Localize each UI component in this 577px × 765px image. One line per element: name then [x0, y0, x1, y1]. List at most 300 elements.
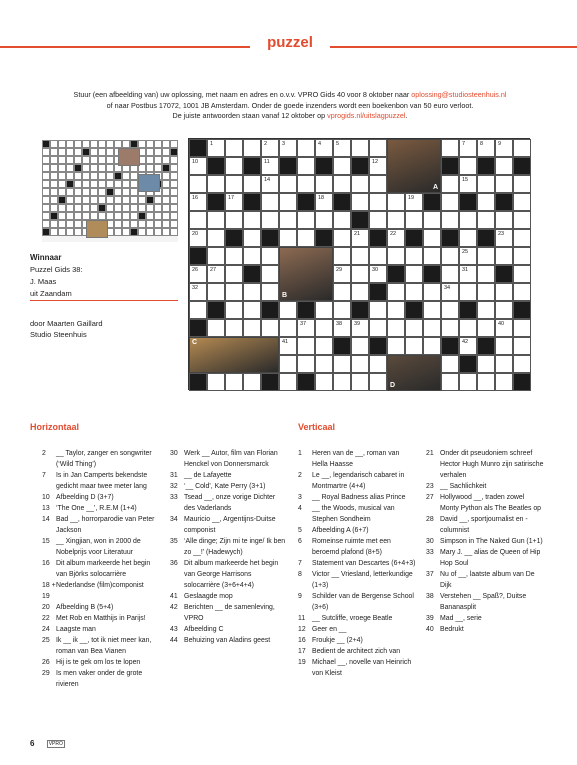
- black-cell: [423, 193, 441, 211]
- grid-cell[interactable]: [351, 373, 369, 391]
- grid-cell[interactable]: [351, 175, 369, 193]
- grid-cell[interactable]: [279, 211, 297, 229]
- winner-place: uit Zaandam: [30, 289, 72, 298]
- mini-grid-cell: [82, 156, 90, 164]
- grid-cell[interactable]: [387, 337, 405, 355]
- cell-number: 1: [210, 141, 214, 147]
- grid-cell[interactable]: [513, 211, 531, 229]
- clue-number: 1: [298, 450, 302, 457]
- clue-number: 16: [298, 637, 306, 644]
- cell-number: 30: [372, 267, 379, 273]
- grid-cell[interactable]: [225, 139, 243, 157]
- grid-cell[interactable]: [369, 265, 387, 283]
- clue-item: [426, 613, 544, 624]
- mini-grid-cell: [170, 140, 178, 148]
- grid-cell[interactable]: [387, 193, 405, 211]
- grid-cell[interactable]: [297, 157, 315, 175]
- mini-grid-cell: [122, 220, 130, 228]
- grid-cell[interactable]: [189, 265, 207, 283]
- cell-number: 16: [192, 195, 199, 201]
- photo-label: A: [432, 184, 438, 191]
- grid-cell[interactable]: [369, 373, 387, 391]
- clue-number: 29: [42, 670, 50, 677]
- cell-number: 39: [354, 321, 361, 327]
- grid-cell[interactable]: [225, 301, 243, 319]
- mini-grid-cell: [66, 148, 74, 156]
- clue-number: 13: [42, 505, 50, 512]
- grid-cell[interactable]: [243, 373, 261, 391]
- grid-cell[interactable]: [279, 229, 297, 247]
- grid-cell[interactable]: [423, 247, 441, 265]
- clue-number: 28: [426, 516, 434, 523]
- mini-grid-cell: [146, 228, 154, 236]
- grid-cell[interactable]: [459, 265, 477, 283]
- grid-cell[interactable]: [441, 247, 459, 265]
- grid-cell[interactable]: [441, 175, 459, 193]
- grid-cell[interactable]: [207, 283, 225, 301]
- grid-cell[interactable]: [495, 373, 513, 391]
- grid-cell[interactable]: [189, 283, 207, 301]
- grid-cell[interactable]: [477, 211, 495, 229]
- mini-grid-cell: [146, 196, 154, 204]
- grid-cell[interactable]: [423, 337, 441, 355]
- grid-cell[interactable]: [225, 157, 243, 175]
- mini-grid-cell: [114, 228, 122, 236]
- grid-cell[interactable]: [243, 283, 261, 301]
- grid-cell[interactable]: [207, 175, 225, 193]
- clue-text: Tsead __, onze vorige Dichter des Vaderlands: [184, 494, 276, 512]
- grid-cell[interactable]: [225, 283, 243, 301]
- grid-cell[interactable]: [459, 175, 477, 193]
- clue-text: Is men vaker onder de grote rivieren: [56, 670, 143, 688]
- grid-cell[interactable]: [225, 211, 243, 229]
- grid-cell[interactable]: [351, 193, 369, 211]
- black-cell: [477, 229, 495, 247]
- clue-text: __ de Lafayette: [184, 472, 232, 479]
- grid-cell[interactable]: [513, 139, 531, 157]
- grid-cell[interactable]: [477, 265, 495, 283]
- grid-cell[interactable]: [225, 319, 243, 337]
- grid-cell[interactable]: [513, 193, 531, 211]
- clue-number: 9: [298, 593, 302, 600]
- mini-grid-cell: [74, 196, 82, 204]
- grid-cell[interactable]: [297, 211, 315, 229]
- grid-cell[interactable]: [477, 355, 495, 373]
- clue-item: [298, 624, 416, 635]
- grid-cell[interactable]: [225, 373, 243, 391]
- grid-cell[interactable]: [513, 283, 531, 301]
- grid-cell[interactable]: [477, 373, 495, 391]
- cell-number: 37: [300, 321, 307, 327]
- grid-cell[interactable]: [315, 319, 333, 337]
- grid-cell[interactable]: [495, 319, 513, 337]
- grid-cell[interactable]: [225, 193, 243, 211]
- grid-cell[interactable]: [459, 373, 477, 391]
- grid-cell[interactable]: [243, 139, 261, 157]
- grid-cell[interactable]: [477, 283, 495, 301]
- grid-cell[interactable]: [243, 247, 261, 265]
- clue-item: [298, 525, 416, 536]
- mini-grid-cell: [66, 180, 74, 188]
- grid-cell[interactable]: [261, 211, 279, 229]
- grid-cell[interactable]: [333, 211, 351, 229]
- grid-cell[interactable]: [495, 229, 513, 247]
- clue-number: 22: [42, 615, 50, 622]
- grid-cell[interactable]: [243, 175, 261, 193]
- results-url-link[interactable]: vprogids.nl/uitslagpuzzel: [327, 111, 406, 120]
- grid-cell[interactable]: [315, 211, 333, 229]
- grid-cell[interactable]: [405, 337, 423, 355]
- grid-cell[interactable]: [261, 175, 279, 193]
- grid-cell[interactable]: [315, 337, 333, 355]
- credits: [30, 318, 103, 340]
- winner-name: J. Maas: [30, 277, 57, 286]
- grid-cell[interactable]: [495, 301, 513, 319]
- mini-photo: [86, 220, 108, 238]
- black-cell: [369, 229, 387, 247]
- grid-cell[interactable]: [405, 247, 423, 265]
- mini-grid-cell: [74, 220, 82, 228]
- grid-cell[interactable]: [441, 355, 459, 373]
- clue-number: 7: [42, 472, 46, 479]
- clue-number: 24: [42, 626, 50, 633]
- mini-grid-cell: [154, 220, 162, 228]
- grid-cell[interactable]: [369, 247, 387, 265]
- clue-text: __ Royal Badness alias Prince: [312, 494, 406, 501]
- grid-cell[interactable]: [477, 247, 495, 265]
- grid-cell[interactable]: [369, 319, 387, 337]
- grid-cell[interactable]: [333, 319, 351, 337]
- grid-cell[interactable]: [297, 337, 315, 355]
- black-cell: [225, 229, 243, 247]
- grid-cell[interactable]: [477, 175, 495, 193]
- cell-number: 34: [444, 285, 451, 291]
- grid-cell[interactable]: [315, 175, 333, 193]
- grid-cell[interactable]: [369, 193, 387, 211]
- clue-text: Mary J. __ alias de Queen of Hip Hop Soul: [440, 549, 541, 567]
- header-line-right: [330, 46, 577, 48]
- black-cell: [477, 337, 495, 355]
- grid-cell[interactable]: [495, 211, 513, 229]
- black-cell: [423, 265, 441, 283]
- mini-grid-cell: [170, 220, 178, 228]
- grid-cell[interactable]: [405, 265, 423, 283]
- black-cell: [297, 193, 315, 211]
- grid-cell[interactable]: [351, 355, 369, 373]
- grid-cell[interactable]: [513, 175, 531, 193]
- mini-grid-cell: [66, 228, 74, 236]
- divider: [30, 300, 178, 301]
- grid-cell[interactable]: [441, 283, 459, 301]
- clue-number: 23: [426, 483, 434, 490]
- grid-cell[interactable]: [423, 283, 441, 301]
- clue-text: Dit album markeerde het begin van George Harrisons solocarrière (3+6+4+4): [184, 560, 279, 589]
- grid-cell[interactable]: [459, 247, 477, 265]
- grid-cell[interactable]: [333, 175, 351, 193]
- clue-item: [170, 635, 288, 646]
- grid-cell[interactable]: [333, 229, 351, 247]
- mini-grid-cell: [138, 220, 146, 228]
- clue-number: 4: [298, 505, 302, 512]
- grid-cell[interactable]: [279, 301, 297, 319]
- grid-cell[interactable]: [351, 247, 369, 265]
- grid-cell[interactable]: [513, 265, 531, 283]
- grid-cell[interactable]: [261, 139, 279, 157]
- grid-cell[interactable]: [351, 229, 369, 247]
- grid-cell[interactable]: [441, 319, 459, 337]
- grid-cell[interactable]: [495, 337, 513, 355]
- grid-cell[interactable]: [513, 355, 531, 373]
- grid-cell[interactable]: [369, 157, 387, 175]
- grid-cell[interactable]: [459, 337, 477, 355]
- grid-cell[interactable]: [279, 139, 297, 157]
- grid-cell[interactable]: [441, 265, 459, 283]
- black-cell: [189, 373, 207, 391]
- mini-grid-cell: [50, 212, 58, 220]
- header-line-left: [0, 46, 250, 48]
- grid-cell[interactable]: [405, 193, 423, 211]
- grid-cell[interactable]: [405, 283, 423, 301]
- grid-cell[interactable]: [207, 139, 225, 157]
- mini-grid-cell: [146, 164, 154, 172]
- grid-cell[interactable]: [207, 211, 225, 229]
- grid-cell[interactable]: [315, 373, 333, 391]
- grid-cell[interactable]: [279, 175, 297, 193]
- clue-text: Is in Jan Camperts bekendste gedicht maar twee meter lang: [56, 472, 148, 490]
- clue-text: Nu of __, laatste album van De Dijk: [440, 571, 535, 589]
- grid-cell[interactable]: [441, 211, 459, 229]
- clue-item: [426, 448, 544, 481]
- grid-cell[interactable]: [369, 301, 387, 319]
- mini-grid-cell: [98, 212, 106, 220]
- grid-cell[interactable]: [261, 265, 279, 283]
- black-cell: [513, 157, 531, 175]
- grid-cell[interactable]: [189, 175, 207, 193]
- grid-cell[interactable]: [333, 283, 351, 301]
- cell-number: 5: [336, 141, 340, 147]
- mini-grid-cell: [98, 188, 106, 196]
- grid-cell[interactable]: [369, 139, 387, 157]
- grid-cell[interactable]: [315, 355, 333, 373]
- mini-grid-cell: [162, 172, 170, 180]
- cell-number: 27: [210, 267, 217, 273]
- grid-cell[interactable]: [243, 229, 261, 247]
- grid-cell[interactable]: [189, 157, 207, 175]
- grid-cell[interactable]: [459, 139, 477, 157]
- clue-number: 42: [170, 604, 178, 611]
- mini-grid-cell: [106, 156, 114, 164]
- grid-cell[interactable]: [477, 301, 495, 319]
- grid-cell[interactable]: [297, 139, 315, 157]
- black-cell: [261, 301, 279, 319]
- black-cell: [441, 157, 459, 175]
- mini-grid-cell: [130, 180, 138, 188]
- grid-cell[interactable]: [297, 355, 315, 373]
- grid-cell[interactable]: [351, 337, 369, 355]
- grid-cell[interactable]: [351, 265, 369, 283]
- grid-cell[interactable]: [207, 247, 225, 265]
- black-cell: [351, 211, 369, 229]
- grid-cell[interactable]: [261, 193, 279, 211]
- grid-cell[interactable]: [369, 175, 387, 193]
- grid-cell[interactable]: [513, 229, 531, 247]
- grid-cell[interactable]: [441, 301, 459, 319]
- grid-cell[interactable]: [513, 337, 531, 355]
- grid-cell[interactable]: [495, 355, 513, 373]
- clue-number: 44: [170, 637, 178, 644]
- grid-cell[interactable]: [351, 139, 369, 157]
- grid-cell[interactable]: [423, 319, 441, 337]
- mini-grid-cell: [58, 156, 66, 164]
- grid-cell[interactable]: [333, 157, 351, 175]
- black-cell: [207, 157, 225, 175]
- grid-cell[interactable]: [495, 157, 513, 175]
- photo-b: [279, 247, 333, 301]
- grid-cell[interactable]: [351, 283, 369, 301]
- cell-number: 9: [498, 141, 502, 147]
- grid-cell[interactable]: [225, 265, 243, 283]
- grid-cell[interactable]: [261, 157, 279, 175]
- grid-cell[interactable]: [333, 355, 351, 373]
- grid-cell[interactable]: [207, 229, 225, 247]
- mini-grid-row: [42, 196, 178, 204]
- mini-grid-cell: [146, 156, 154, 164]
- mini-grid-cell: [122, 196, 130, 204]
- photo-label: B: [282, 292, 288, 299]
- black-cell: [387, 265, 405, 283]
- grid-cell[interactable]: [459, 157, 477, 175]
- grid-cell[interactable]: [441, 373, 459, 391]
- grid-cell[interactable]: [261, 247, 279, 265]
- grid-cell[interactable]: [423, 211, 441, 229]
- grid-cell[interactable]: [369, 355, 387, 373]
- grid-cell[interactable]: [459, 211, 477, 229]
- grid-cell[interactable]: [387, 283, 405, 301]
- grid-cell[interactable]: [297, 229, 315, 247]
- mini-grid-cell: [146, 204, 154, 212]
- grid-cell[interactable]: [297, 175, 315, 193]
- grid-cell[interactable]: [333, 301, 351, 319]
- mini-grid-cell: [66, 156, 74, 164]
- grid-cell[interactable]: [225, 175, 243, 193]
- grid-cell[interactable]: [279, 319, 297, 337]
- clue-text: ‘Alle dinge; Zijn mi te inge/ Ik ben zo __!’ (Hadewych): [184, 538, 286, 556]
- clue-item: [42, 536, 160, 558]
- mini-grid-cell: [42, 164, 50, 172]
- grid-cell[interactable]: [279, 337, 297, 355]
- grid-cell[interactable]: [387, 247, 405, 265]
- mini-grid-cell: [82, 180, 90, 188]
- grid-cell[interactable]: [315, 301, 333, 319]
- clue-number: 8: [298, 571, 302, 578]
- grid-cell[interactable]: [243, 319, 261, 337]
- clue-text: __ Sachlichkeit: [440, 483, 487, 490]
- mini-grid-cell: [66, 196, 74, 204]
- grid-cell[interactable]: [513, 319, 531, 337]
- grid-cell[interactable]: [207, 265, 225, 283]
- grid-cell[interactable]: [189, 229, 207, 247]
- grid-cell[interactable]: [441, 193, 459, 211]
- mini-grid-cell: [130, 204, 138, 212]
- grid-cell[interactable]: [423, 229, 441, 247]
- clue-item: [298, 503, 416, 525]
- clue-number: 27: [426, 494, 434, 501]
- grid-cell[interactable]: [243, 211, 261, 229]
- grid-cell[interactable]: [495, 247, 513, 265]
- mini-grid-cell: [66, 204, 74, 212]
- clue-item: [426, 624, 544, 635]
- grid-cell[interactable]: [387, 319, 405, 337]
- mini-grid-cell: [162, 148, 170, 156]
- grid-cell[interactable]: [189, 193, 207, 211]
- grid-cell[interactable]: [387, 211, 405, 229]
- grid-cell[interactable]: [261, 319, 279, 337]
- grid-cell[interactable]: [387, 301, 405, 319]
- grid-cell[interactable]: [495, 175, 513, 193]
- grid-cell[interactable]: [333, 247, 351, 265]
- grid-cell[interactable]: [207, 319, 225, 337]
- mini-grid-cell: [106, 140, 114, 148]
- grid-cell[interactable]: [351, 319, 369, 337]
- grid-cell[interactable]: [279, 355, 297, 373]
- clue-text: Simpson in The Naked Gun (1+1): [440, 538, 543, 545]
- grid-cell[interactable]: [459, 283, 477, 301]
- clue-text: Onder dit pseudoniem schreef Hector Hugh Munro zijn satirische verhalen: [440, 450, 544, 479]
- clue-item: [170, 602, 288, 624]
- black-cell: [207, 301, 225, 319]
- grid-cell[interactable]: [405, 211, 423, 229]
- grid-cell[interactable]: [495, 283, 513, 301]
- clue-item: [298, 470, 416, 492]
- grid-cell[interactable]: [333, 265, 351, 283]
- grid-cell[interactable]: [279, 193, 297, 211]
- grid-cell[interactable]: [405, 319, 423, 337]
- grid-cell[interactable]: [315, 193, 333, 211]
- black-cell: [243, 157, 261, 175]
- grid-cell[interactable]: [279, 373, 297, 391]
- instructions-line1: Stuur (een afbeelding van) uw oplossing, met naam en adres en o.v.v. VPRO Gids 40 voor 8 oktober naar: [73, 90, 412, 99]
- grid-cell[interactable]: [459, 229, 477, 247]
- clue-item: [170, 591, 288, 602]
- clue-number: 5: [298, 527, 302, 534]
- grid-cell[interactable]: [243, 301, 261, 319]
- grid-cell[interactable]: [441, 139, 459, 157]
- grid-cell[interactable]: [189, 211, 207, 229]
- grid-cell[interactable]: [477, 193, 495, 211]
- grid-cell[interactable]: [189, 301, 207, 319]
- grid-cell[interactable]: [513, 247, 531, 265]
- grid-cell[interactable]: [495, 139, 513, 157]
- clue-number: 19: [298, 659, 306, 666]
- grid-cell[interactable]: [459, 319, 477, 337]
- photo-d: [387, 355, 441, 391]
- grid-cell[interactable]: [423, 301, 441, 319]
- grid-cell[interactable]: [225, 247, 243, 265]
- grid-cell[interactable]: [477, 139, 495, 157]
- grid-cell[interactable]: [297, 319, 315, 337]
- black-cell: [297, 373, 315, 391]
- grid-cell[interactable]: [477, 319, 495, 337]
- submission-email-link[interactable]: oplossing@studiosteenhuis.nl: [411, 90, 507, 99]
- grid-cell[interactable]: [261, 283, 279, 301]
- grid-cell[interactable]: [315, 139, 333, 157]
- grid-cell[interactable]: [387, 229, 405, 247]
- grid-cell[interactable]: [333, 373, 351, 391]
- grid-cell[interactable]: [369, 211, 387, 229]
- grid-cell[interactable]: [207, 373, 225, 391]
- clue-item: [426, 514, 544, 536]
- grid-cell[interactable]: [333, 139, 351, 157]
